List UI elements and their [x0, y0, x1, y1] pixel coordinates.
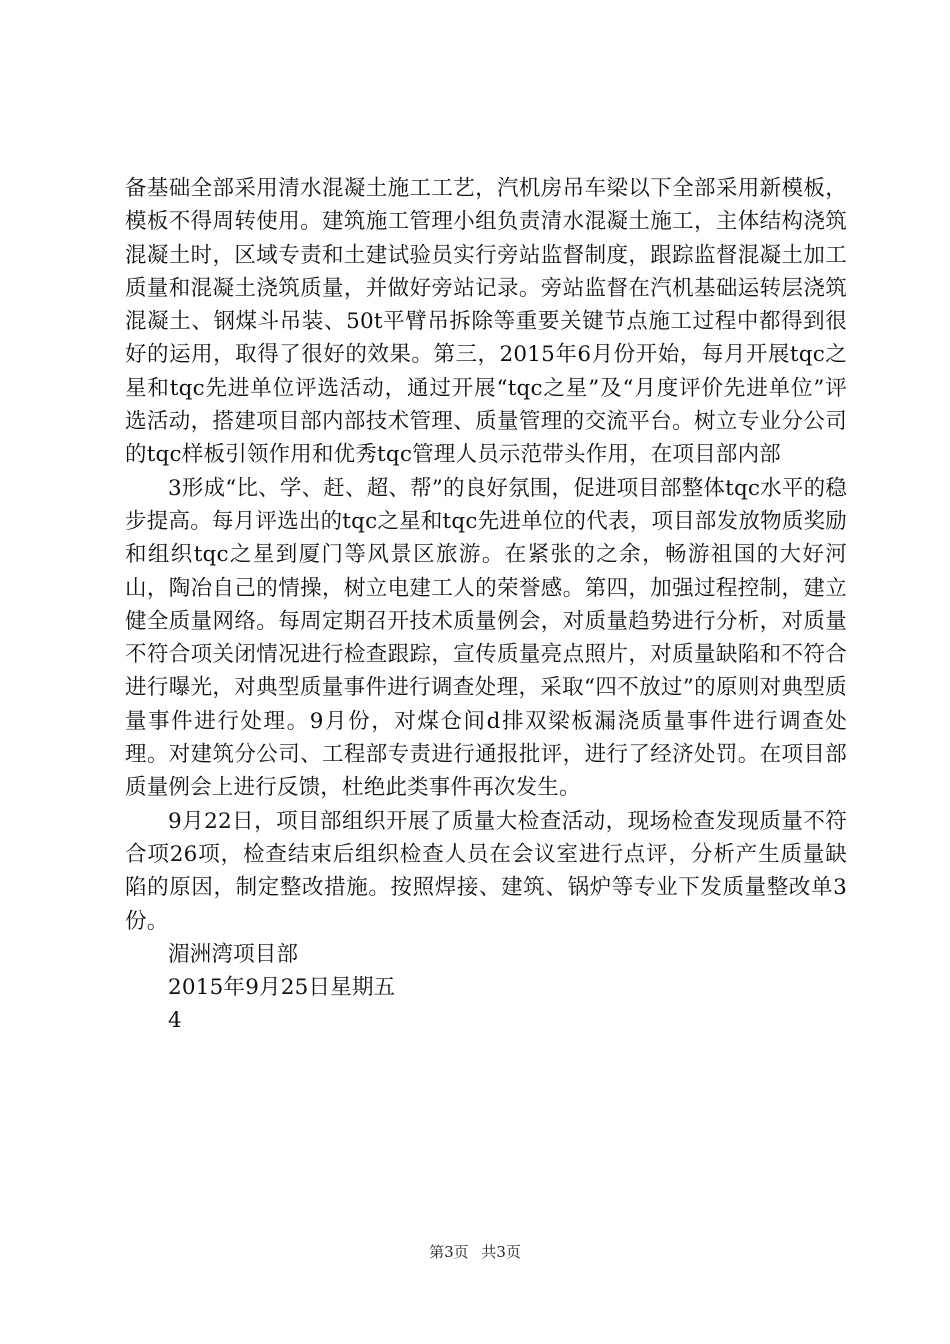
- current-page: 第3页: [429, 1243, 469, 1261]
- page-marker: 4: [168, 1008, 182, 1034]
- total-pages: 共3页: [481, 1243, 521, 1261]
- signature: 湄洲湾项目部: [168, 941, 299, 967]
- paragraph-2: 3形成“比、学、赶、超、帮”的良好氛围，促进项目部整体tqc水平的稳步提高。每月评选出的tqc之星和tqc先进单位的代表，项目部发放物质奖励和组织tqc之星到厦门等风景区旅游。在紧张的之余，畅游祖国的大好河山，陶冶自己的情操，树立电建工人的荣誉感。第四，加强过程控制，建立健全质量网络。每周定期召开技术质量例会，对质量趋势进行分析，对质量不符合项关闭情况进行检查跟踪，宣传质量亮点照片，对质量缺陷和不符合进行曝光，对典型质量事件进行调查处理，采取“四不放过”的原则对典型质量事件进行处理。9月份，对煤仓间d排双梁板漏浇质量事件进行调查处理。对建筑分公司、工程部专责进行通报批评，进行了经济处罚。在项目部质量例会上进行反馈，杜绝此类事件再次发生。: [125, 475, 847, 801]
- page-footer: [0, 1242, 950, 1262]
- date-line: 2015年9月25日星期五: [168, 975, 396, 1001]
- paragraph-1: 备基础全部采用清水混凝土施工工艺，汽机房吊车梁以下全部采用新模板，模板不得周转使用。建筑施工管理小组负责清水混凝土施工，主体结构浇筑混凝土时，区域专责和土建试验员实行旁站监督制度，跟踪监督混凝土加工质量和混凝土浇筑质量，并做好旁站记录。旁站监督在汽机基础运转层浇筑混凝土、钢煤斗吊装、50t平臂吊拆除等重要关键节点施工过程中都得到很好的运用，取得了很好的效果。第三，2015年6月份开始，每月开展tqc之星和tqc先进单位评选活动，通过开展“tqc之星”及“月度评价先进单位”评选活动，搭建项目部内部技术管理、质量管理的交流平台。树立专业分公司的tqc样板引领作用和优秀tqc管理人员示范带头作用，在项目部内部: [125, 176, 847, 468]
- paragraph-3: 9月22日，项目部组织开展了质量大检查活动，现场检查发现质量不符合项26项，检查结束后组织检查人员在会议室进行点评，分析产生质量缺陷的原因，制定整改措施。按照焊接、建筑、锅炉等专业下发质量整改单3份。: [125, 808, 847, 934]
- document-body: [125, 172, 847, 1038]
